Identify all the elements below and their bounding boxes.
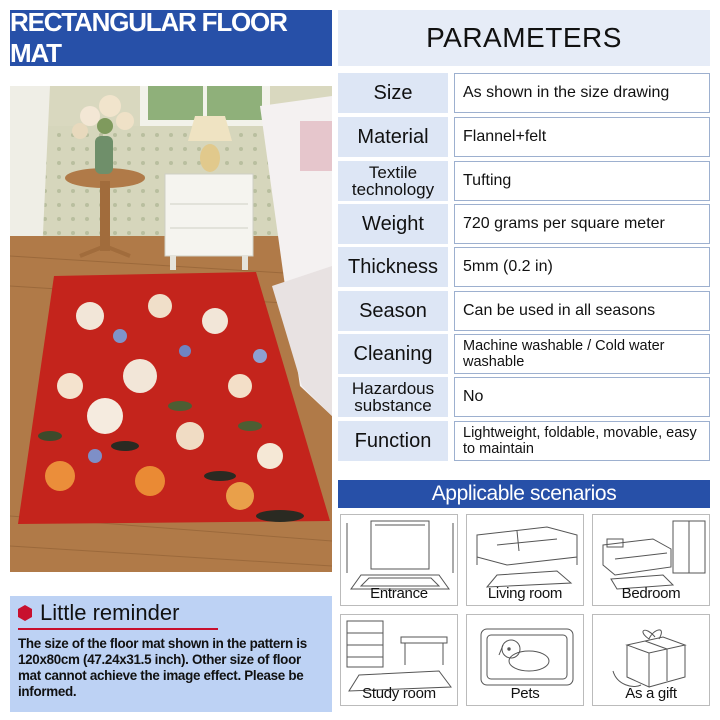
- param-value: Tufting: [454, 161, 710, 201]
- param-label: Function: [338, 421, 448, 461]
- param-row-thickness: [338, 247, 710, 287]
- product-title-banner: [10, 7, 332, 68]
- reminder-underline: [18, 628, 218, 630]
- param-label: Weight: [338, 204, 448, 244]
- param-value: Machine washable / Cold water washable: [454, 334, 710, 374]
- param-label: Textile technology: [338, 161, 448, 201]
- param-value: No: [454, 377, 710, 417]
- scenarios-title-text: Applicable scenarios: [431, 482, 617, 505]
- scenario-label: Bedroom: [621, 585, 681, 602]
- scenario-tile-gift: [592, 614, 710, 706]
- param-label: Material: [338, 117, 448, 157]
- param-value: As shown in the size drawing: [454, 73, 710, 113]
- param-value: Lightweight, foldable, movable, easy to maintain: [454, 421, 710, 461]
- param-row-season: [338, 291, 710, 331]
- product-title: RECTANGULAR FLOOR MAT: [10, 7, 287, 68]
- scenario-tile-pets: [466, 614, 584, 706]
- scenario-label: Study room: [362, 685, 436, 702]
- reminder-text: The size of the floor mat shown in the pattern is 120x80cm (47.24x31.5 inch). Other size of floor mat cannot achieve the image effect. Please be informed.: [18, 636, 307, 699]
- scenario-label: Entrance: [370, 585, 428, 602]
- scenario-label: Living room: [487, 585, 563, 602]
- reminder-header: [18, 600, 324, 626]
- param-row-function: [338, 421, 710, 461]
- param-row-cleaning: [338, 334, 710, 374]
- reminder-title: Little reminder: [40, 600, 180, 625]
- param-row-hazardous-substance: [338, 377, 710, 417]
- param-label: Thickness: [338, 247, 448, 287]
- param-row-size: [338, 73, 710, 113]
- param-row-material: [338, 117, 710, 157]
- param-label: Cleaning: [338, 334, 448, 374]
- param-label: Size: [338, 73, 448, 113]
- scenario-label: Pets: [510, 685, 540, 702]
- scenario-tile-entrance: [340, 514, 458, 606]
- hexagon-icon: [18, 605, 32, 621]
- reminder-box: [10, 596, 332, 712]
- parameters-title: [338, 10, 710, 66]
- parameters-title-text: PARAMETERS: [426, 22, 622, 53]
- param-label: Season: [338, 291, 448, 331]
- param-row-textile-technology: [338, 161, 710, 201]
- scenario-tile-living-room: [466, 514, 584, 606]
- param-value: Flannel+felt: [454, 117, 710, 157]
- scenario-label: As a gift: [625, 685, 677, 702]
- scenario-tile-bedroom: [592, 514, 710, 606]
- product-photo: [10, 86, 332, 572]
- param-value: 720 grams per square meter: [454, 204, 710, 244]
- param-value: Can be used in all seasons: [454, 291, 710, 331]
- scenarios-title: [338, 480, 710, 508]
- param-row-weight: [338, 204, 710, 244]
- param-value: 5mm (0.2 in): [454, 247, 710, 287]
- scenario-tile-study-room: [340, 614, 458, 706]
- param-label: Hazardous substance: [338, 377, 448, 417]
